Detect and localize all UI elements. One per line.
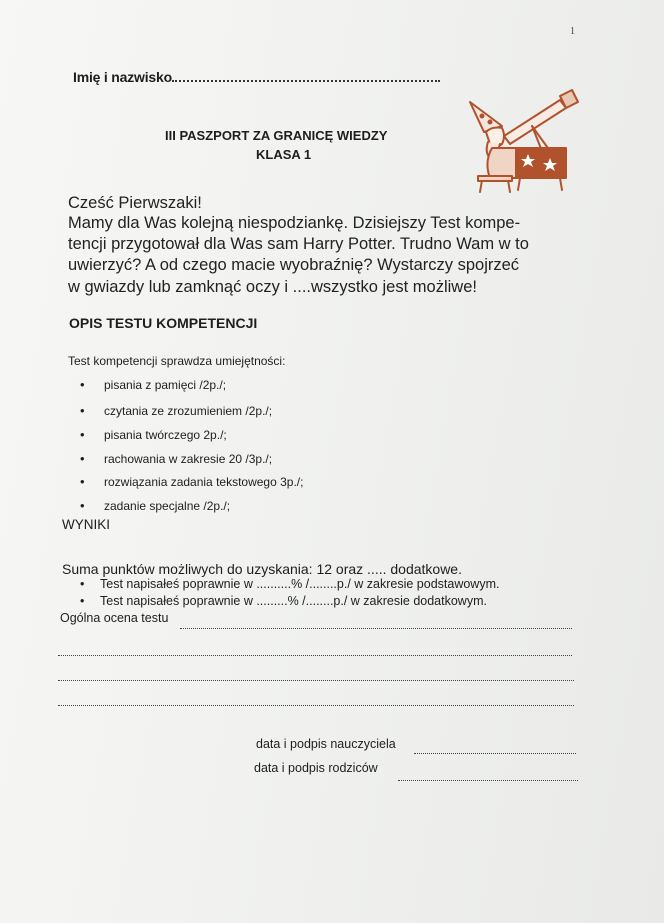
intro-line: tencji przygotował dla Was sam Harry Potter. Trudno Wam w to: [68, 235, 529, 253]
intro-line: Mamy dla Was kolejną niespodziankę. Dzisiejszy Test kompe-: [68, 214, 521, 232]
points-summary: Suma punktów możliwych do uzyskania: 12 oraz ..... dodatkowe.: [62, 561, 462, 577]
result-item-extra: • Test napisałeś poprawnie w .........% /........p./ w zakresie dodatkowym.: [80, 594, 487, 608]
list-item: • pisania z pamięci /2p./;: [80, 377, 227, 392]
intro-line: uwierzyć? A od czego macie wyobraźnię? Wystarczy spojrzeć: [68, 256, 520, 274]
results-heading: WYNIKI: [62, 517, 111, 532]
page-number: 1: [570, 26, 575, 37]
list-item: • zadanie specjalne /2p./;: [80, 498, 231, 513]
intro-line: w gwiazdy lub zamknąć oczy i ....wszystko jest możliwe!: [68, 278, 477, 296]
list-item: • rozwiązania zadania tekstowego 3p./;: [80, 474, 304, 489]
name-field-row: [73, 69, 440, 85]
name-dotted-line: [172, 69, 440, 82]
description-lead: Test kompetencji sprawdza umiejętności:: [68, 354, 286, 368]
result-item-basic: • Test napisałeś poprawnie w ..........% /........p./ w zakresie podstawowym.: [80, 577, 500, 591]
doc-subtitle: KLASA 1: [256, 147, 312, 162]
wizard-with-telescope-icon: [462, 82, 582, 194]
overall-grade-label: Ogólna ocena testu: [60, 611, 169, 625]
list-item: • rachowania w zakresie 20 /3p./;: [80, 451, 273, 466]
parents-signature-label: data i podpis rodziców: [254, 761, 378, 775]
dotted-line: [58, 680, 574, 681]
overall-grade-line: [180, 628, 572, 629]
list-item: • pisania twórczego 2p./;: [80, 427, 227, 442]
name-label: Imię i nazwisko: [73, 69, 172, 85]
greeting: Cześć Pierwszaki!: [68, 194, 202, 212]
list-item: • czytania ze zrozumieniem /2p./;: [80, 403, 273, 418]
doc-title: III PASZPORT ZA GRANICĘ WIEDZY: [165, 128, 388, 143]
description-heading: OPIS TESTU KOMPETENCJI: [69, 315, 258, 331]
teacher-signature-line: [414, 753, 576, 754]
parents-signature-line: [398, 780, 578, 781]
dotted-line: [58, 705, 574, 706]
dotted-line: [58, 655, 572, 656]
teacher-signature-label: data i podpis nauczyciela: [256, 737, 396, 751]
